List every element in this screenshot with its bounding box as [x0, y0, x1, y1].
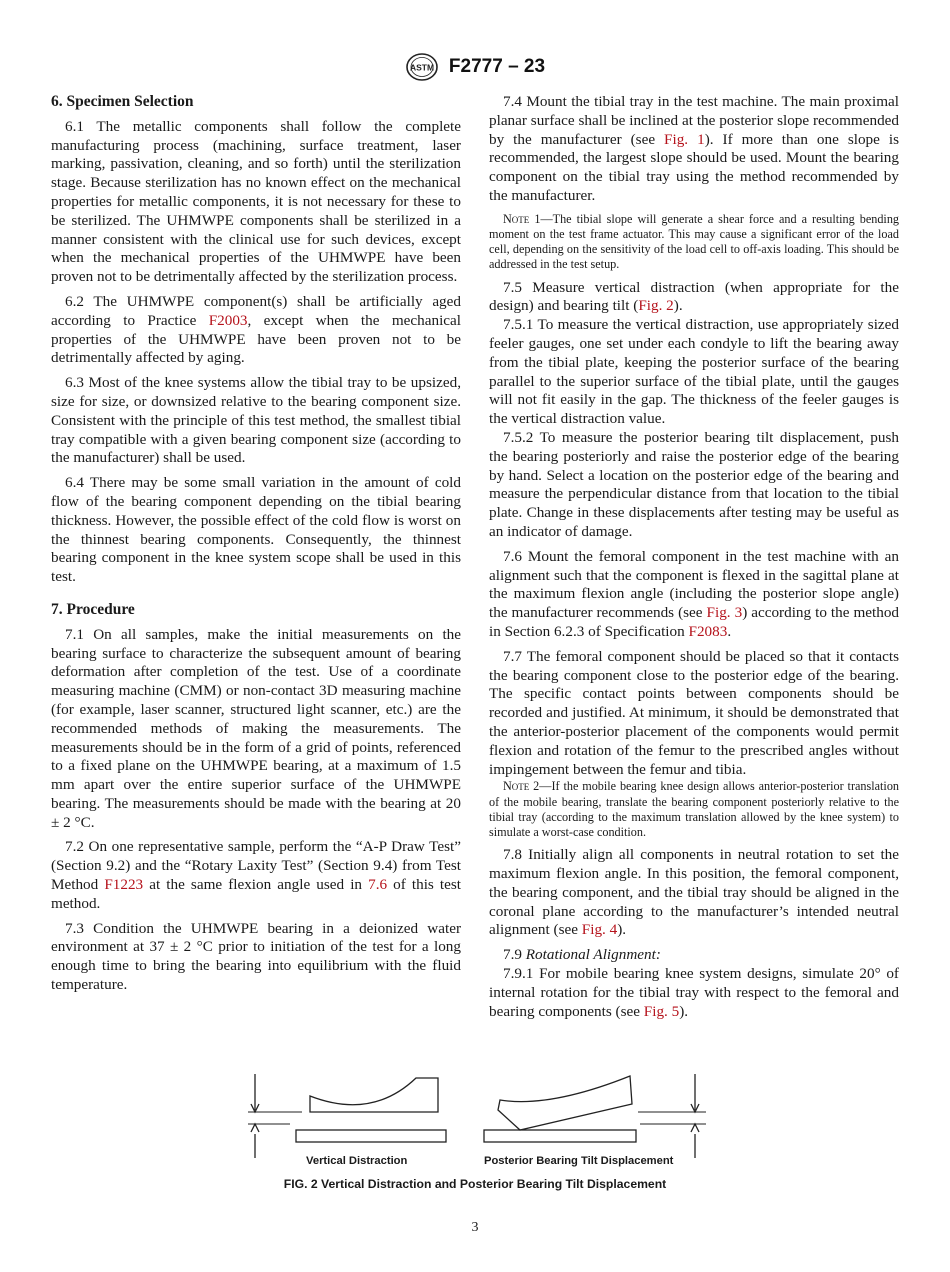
paragraph-7-5-2: 7.5.2 To measure the posterior bearing tilt displacement, push the bearing posteriorly and raise the posterior edge of the bearing by hand. Select a location on the posterior edge of the bearing and measure the perpendicular distance from that location to the tibial plate. Change in these displacements after testing may be useful as an indicator of damage.	[489, 428, 899, 540]
paragraph-7-7: 7.7 The femoral component should be placed so that it contacts the bearing component close to the posterior edge of the bearing. The specific contact points between components should be recorded and justified. At minimum, it should be demonstrated that the anterior-posterior placement of the components would permit flexion and rotation of the femur to the prescribed angles without impingement between the femur and tibia.	[489, 647, 899, 778]
paragraph-7-9-1: 7.9.1 For mobile bearing knee system designs, simulate 20° of internal rotation for the tibial tray with respect to the femoral and bearing components (see Fig. 5).	[489, 964, 899, 1020]
paragraph-7-5-1: 7.5.1 To measure the vertical distraction, use appropriately sized feeler gauges, one set under each condyle to lift the bearing away from the tibial plate, keeping the posterior surface of the bearing parallel to the superior surface of the tibial plate, until the gauges will not fit easily in the gap. The thickness of the feeler gauges is the vertical distraction value.	[489, 316, 899, 428]
paragraph-7-6: 7.6 Mount the femoral component in the test machine with an alignment such that the component is flexed in the sagittal plane at the maximum flexion angle (including the posterior slope angle) the manufacturer recommends (see Fig. 3) according to the method in Section 6.2.3 of Specification F2083.	[489, 547, 900, 640]
note-1: Note 1—The tibial slope will generate a shear force and a resulting bending moment on the test frame actuator. This may cause a significant error of the load cell, depending on the sensitivity of the load cell to off-axis loading. This should be addressed in the test setup.	[489, 211, 900, 272]
ref-fig-3-link[interactable]: Fig. 3	[706, 604, 743, 622]
paragraph-6-4: 6.4 There may be some small variation in the amount of cold flow of the bearing component depending on the tibial bearing thickness. However, the possible effect of the cold flow is worst on the thinnest bearing components. Consequently, the thinnest bearing component in the knee system scope shall be used in this test.	[51, 474, 461, 586]
tibial-plate-right	[484, 1130, 636, 1142]
up-arrow-head	[251, 1124, 259, 1132]
paragraph-6-2: 6.2 The UHMWPE component(s) shall be artificially aged according to Practice F2003, except when the mechanical properties of the UHMWPE have been proven not to be detrimentally affected by aging.	[51, 292, 461, 367]
left-column	[51, 93, 461, 1001]
paragraph-7-2: 7.2 On one representative sample, perform the “A-P Draw Test” (Section 9.2) and the “Rotary Laxity Test” (Section 9.4) from Test Method F1223 at the same flexion angle used in 7.6 of this test method.	[51, 838, 462, 912]
astm-logo-icon	[405, 52, 439, 82]
svg-text:ASTM: ASTM	[409, 62, 434, 73]
ref-7-6-link[interactable]: 7.6	[368, 876, 388, 894]
ref-fig-1-link[interactable]: Fig. 1	[664, 130, 705, 148]
section-6-heading: 6. Specimen Selection	[51, 93, 194, 110]
figure-label-vertical-distraction: Vertical Distraction	[306, 1155, 408, 1167]
bearing-shape	[310, 1078, 438, 1112]
ref-f1223-link[interactable]: F1223	[104, 876, 144, 894]
paragraph-6-1: 6.1 The metallic components shall follow the complete manufacturing process (machining, surface treatment, laser marking, passivation, cleaning, and so forth) until the sterilization stage. Because sterilization has no known effect on the mechanical properties for metallic components, it is not necessary for these to be sterilized. The UHMWPE components shall be sterilized in a manner consistent with the clinical use for such devices, except when the mechanical properties of the UHMWPE have been proven not to be detrimentally affected by the sterilization process.	[51, 117, 461, 286]
paragraph-7-5: 7.5 Measure vertical distraction (when appropriate for the design) and bearing tilt (Fig. 2).	[489, 278, 899, 315]
ref-fig-4-link[interactable]: Fig. 4	[581, 921, 618, 939]
right-column	[489, 93, 899, 1027]
ref-fig-5-link[interactable]: Fig. 5	[643, 1002, 680, 1020]
section-7-heading: 7. Procedure	[51, 600, 135, 618]
paragraph-7-9: 7.9 Rotational Alignment:	[503, 946, 661, 964]
ref-fig-2-link[interactable]: Fig. 2	[638, 297, 674, 315]
paragraph-7-8: 7.8 Initially align all components in neutral rotation to set the maximum flexion angle. In this position, the femoral component, the bearing component, and the tibial tray should be aligned in the coronal plane according to the manufacturer’s intended neutral alignment (see Fig. 4).	[489, 846, 899, 939]
paragraph-7-3: 7.3 Condition the UHMWPE bearing in a deionized water environment at 37 ± 2 °C prior to initiation of the test for a long enough time to bring the bearing into equilibrium with the fluid temperature.	[51, 919, 461, 994]
ref-f2083-link[interactable]: F2083	[688, 622, 728, 640]
page-header	[0, 52, 950, 82]
ref-f2003-link[interactable]: F2003	[208, 311, 248, 329]
vertical-distraction-drawing	[248, 1074, 446, 1158]
figure-2-caption: FIG. 2 Vertical Distraction and Posterior Bearing Tilt Displacement	[283, 1177, 667, 1191]
tilted-bearing-shape	[498, 1076, 632, 1130]
document-code: F2777 – 23	[448, 56, 546, 77]
paragraph-7-4: 7.4 Mount the tibial tray in the test machine. The main proximal planar surface shall be inclined at the posterior slope recommended by the manufacturer (see Fig. 1). If more than one slope is recommended, the largest slope should be used. Mount the bearing component on the tibial tray using the method recommended by the manufacturer.	[489, 93, 899, 204]
tibial-plate	[296, 1130, 446, 1142]
paragraph-6-3: 6.3 Most of the knee systems allow the tibial tray to be upsized, size for size, or downsized relative to the bearing component size. Consistent with the principle of this test method, the smallest tibial tray compatible with a given bearing component size (according to the manufacturer) shall be used.	[51, 374, 461, 467]
page-number: 3	[471, 1220, 479, 1235]
note-2: Note 2—If the mobile bearing knee design allows anterior-posterior translation of the mobile bearing, translate the bearing component posteriorly relative to the tibial tray (according to the maximum translation allowed by the knee system) to simulate a worst-case condition.	[489, 779, 900, 839]
figure-label-posterior-tilt: Posterior Bearing Tilt Displacement	[484, 1155, 674, 1167]
paragraph-7-1: 7.1 On all samples, make the initial measurements on the bearing surface to characterize the subsequent amount of bearing deformation after completion of the test. Use of a coordinate measuring machine (CMM) or non-contact 3D measuring machine (for example, laser scanner, structured light scanner, etc.) are the recommended methods of making the measurements. The measurements should be in the form of a grid of points, referenced to a fixed plane on the UHMWPE bearing, at a maximum of 1.5 mm apart over the entire superior surface of the UHMWPE bearing. The measurements should be made with the bearing at 20 ± 2 °C.	[51, 625, 461, 831]
posterior-tilt-drawing	[484, 1074, 706, 1158]
tilt-up-arrow-head	[691, 1124, 699, 1132]
